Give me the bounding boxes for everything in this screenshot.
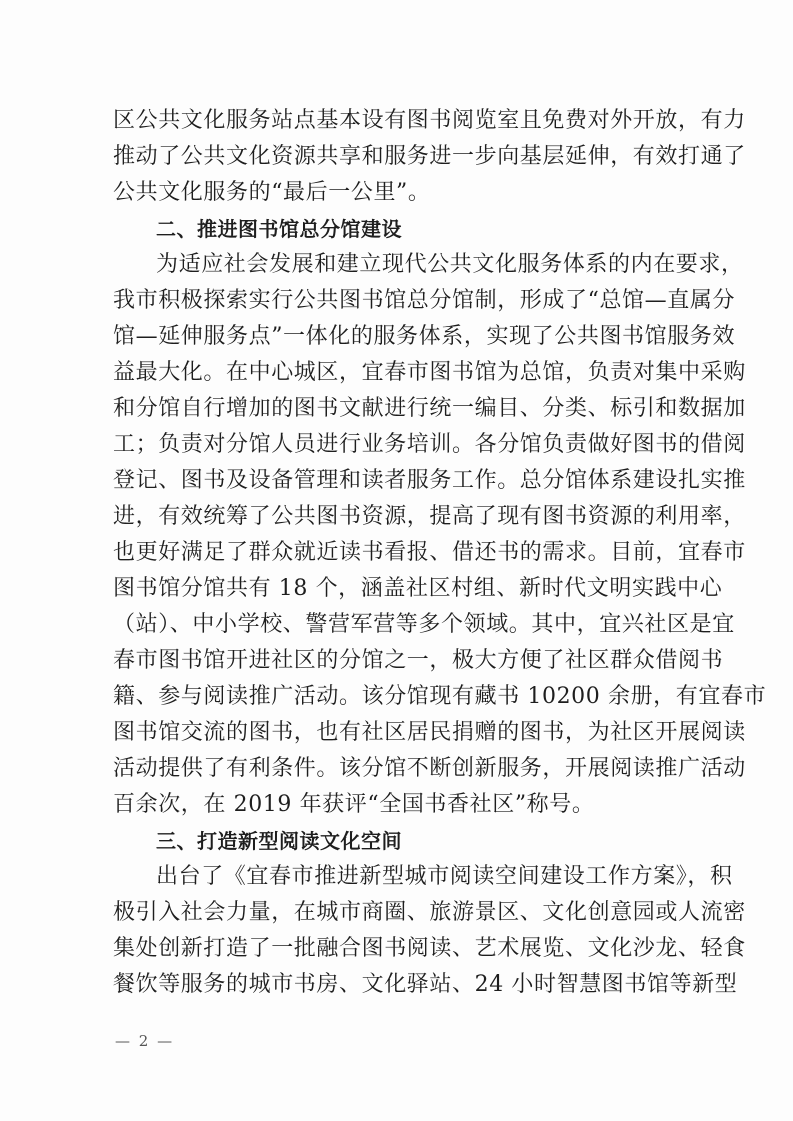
text-line: 活动提供了有利条件。该分馆不断创新服务，开展阅读推广活动 xyxy=(113,756,746,781)
text-line: 籍、参与阅读推广活动。该分馆现有藏书 10200 余册，有宜春市 xyxy=(113,684,767,709)
text-line: 馆—延伸服务点”一体化的服务体系，实现了公共图书馆服务效 xyxy=(113,324,736,349)
text-line: 百余次，在 2019 年获评“全国书香社区”称号。 xyxy=(113,792,595,817)
text-line: 我市积极探索实行公共图书馆总分馆制，形成了“总馆—直属分 xyxy=(113,288,736,313)
text-line: 餐饮等服务的城市书房、文化驿站、24 小时智慧图书馆等新型 xyxy=(113,972,738,997)
text-line: 和分馆自行增加的图书文献进行统一编目、分类、标引和数据加 xyxy=(113,396,746,421)
text-line: 推动了公共文化资源共享和服务进一步向基层延伸，有效打通了 xyxy=(113,144,746,169)
text-line: 也更好满足了群众就近读书看报、借还书的需求。目前，宜春市 xyxy=(113,540,746,565)
text-line: 极引入社会力量，在城市商圈、旅游景区、文化创意园或人流密 xyxy=(113,900,746,925)
text-line: 区公共文化服务站点基本设有图书阅览室且免费对外开放，有力 xyxy=(113,108,746,133)
text-line: 为适应社会发展和建立现代公共文化服务体系的内在要求， xyxy=(156,252,744,277)
paragraph xyxy=(113,247,767,823)
text-line: 图书馆分馆共有 18 个，涵盖社区村组、新时代文明实践中心 xyxy=(113,576,723,601)
text-line: 出台了《宜春市推进新型城市阅读空间建设工作方案》，积 xyxy=(156,864,733,889)
text-line: 工；负责对分馆人员进行业务培训。各分馆负责做好图书的借阅 xyxy=(113,432,746,457)
text-line: 集处创新打造了一批融合图书阅读、艺术展览、文化沙龙、轻食 xyxy=(113,936,746,961)
text-line: 益最大化。在中心城区，宜春市图书馆为总馆，负责对集中采购 xyxy=(113,360,746,385)
text-line: 登记、图书及设备管理和读者服务工作。总分馆体系建设扎实推 xyxy=(113,468,746,493)
paragraph xyxy=(113,859,746,1003)
text-line: （站）、中小学校、警营军营等多个领域。其中，宜兴社区是宜 xyxy=(113,612,735,637)
section-heading: 二、推进图书馆总分馆建设 xyxy=(156,217,402,241)
paragraph xyxy=(113,103,746,211)
document-body xyxy=(113,103,767,1003)
text-line: 进，有效统筹了公共图书资源，提高了现有图书资源的利用率， xyxy=(113,504,746,529)
text-line: 图书馆交流的图书，也有社区居民捐赠的图书，为社区开展阅读 xyxy=(113,720,746,745)
text-line: 春市图书馆开进社区的分馆之一，极大方便了社区群众借阅书 xyxy=(113,648,724,673)
section-heading: 三、打造新型阅读文化空间 xyxy=(156,829,402,853)
page-number: — 2 — xyxy=(115,1032,175,1050)
text-line: 公共文化服务的“最后一公里”。 xyxy=(113,180,431,205)
